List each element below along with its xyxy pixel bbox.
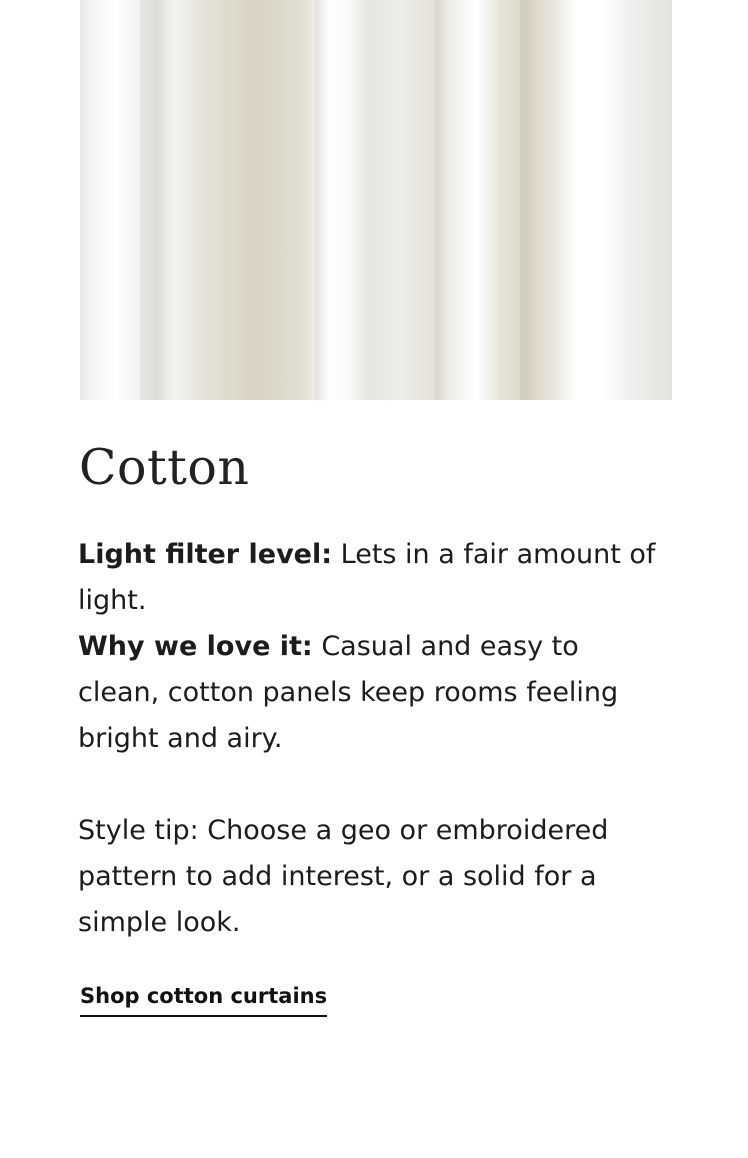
curtain-fold — [315, 0, 331, 400]
paragraph-spacer — [78, 762, 668, 808]
curtain-fold — [140, 0, 154, 400]
why-paragraph — [78, 624, 668, 762]
section-title: Cotton — [79, 439, 250, 496]
light-filter-label: Light filter level: — [78, 539, 333, 570]
light-filter-text: Lets in a fair amount of light. — [78, 539, 656, 616]
why-label: Why we love it: — [78, 631, 313, 662]
shop-cotton-curtains-link[interactable]: Shop cotton curtains — [80, 981, 327, 1017]
cotton-curtain-image — [80, 0, 672, 400]
curtain-fold — [435, 0, 449, 400]
why-text: Casual and easy to clean, cotton panels keep rooms feeling bright and airy. — [78, 631, 619, 754]
description-block — [78, 532, 668, 946]
style-tip-paragraph: Style tip: Choose a geo or embroidered pattern to add interest, or a solid for a simple look. — [78, 815, 609, 938]
curtain-fold — [520, 0, 536, 400]
light-filter-paragraph — [78, 532, 668, 624]
